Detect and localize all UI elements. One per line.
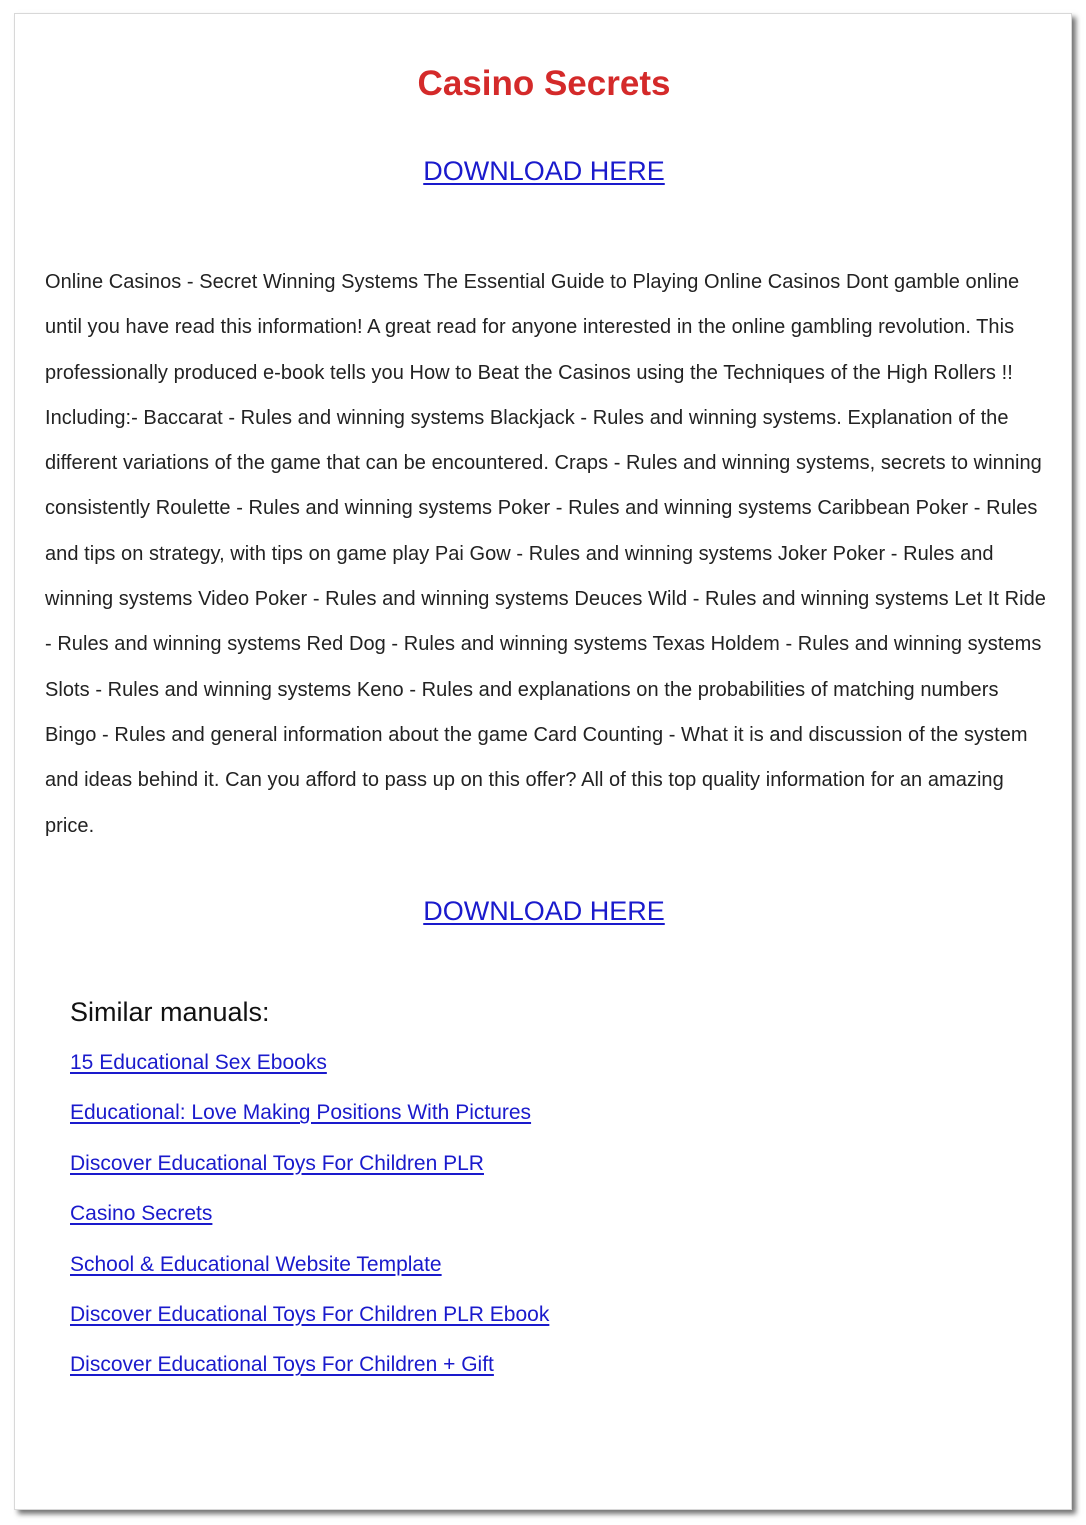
document-page: [14, 13, 1072, 1510]
download-link-bottom-container: [15, 895, 1073, 927]
similar-manual-link[interactable]: Casino Secrets: [70, 1202, 213, 1226]
list-item: [70, 1151, 549, 1201]
page-title: Casino Secrets: [417, 64, 671, 103]
list-item: [70, 1252, 549, 1302]
list-item: [70, 1352, 549, 1402]
download-here-link-bottom[interactable]: DOWNLOAD HERE: [423, 896, 665, 926]
list-item: [70, 1100, 549, 1150]
product-description: Online Casinos - Secret Winning Systems The Essential Guide to Playing Online Casinos Dont gamble online until you have read this information! A great read for anyone interested in the online gambling revolution. This professionally produced e-book tells you How to Beat the Casinos using the Techniques of the High Rollers !! Including:- Baccarat - Rules and winning systems Blackjack - Rules and winning systems. Explanation of the different variations of the game that can be encountered. Craps - Rules and winning systems, secrets to winning consistently Roulette - Rules and winning systems Poker - Rules and winning systems Caribbean Poker - Rules and tips on strategy, with tips on game play Pai Gow - Rules and winning systems Joker Poker - Rules and winning systems Video Poker - Rules and winning systems Deuces Wild - Rules and winning systems Let It Ride - Rules and winning systems Red Dog - Rules and winning systems Texas Holdem - Rules and winning systems Slots - Rules and winning systems Keno - Rules and explanations on the probabilities of matching numbers Bingo - Rules and general information about the game Card Counting - What it is and discussion of the system and ideas behind it. Can you afford to pass up on this offer? All of this top quality information for an amazing price.: [45, 271, 1046, 837]
similar-manual-link[interactable]: Discover Educational Toys For Children PLR Ebook: [70, 1302, 550, 1326]
list-item: [70, 1302, 549, 1352]
similar-manual-link[interactable]: Educational: Love Making Positions With Pictures: [70, 1101, 532, 1125]
similar-manual-link[interactable]: School & Educational Website Template: [70, 1252, 442, 1276]
list-item: [70, 1050, 549, 1100]
download-here-link-top[interactable]: DOWNLOAD HERE: [423, 156, 665, 186]
similar-manual-link[interactable]: Discover Educational Toys For Children PLR: [70, 1151, 484, 1175]
similar-manuals-list: [70, 1050, 549, 1403]
similar-manuals-heading: Similar manuals:: [70, 997, 270, 1027]
similar-manual-link[interactable]: 15 Educational Sex Ebooks: [70, 1051, 327, 1074]
similar-manual-link[interactable]: Discover Educational Toys For Children + Gift: [70, 1353, 494, 1377]
download-link-top-container: [15, 155, 1073, 187]
list-item: [70, 1201, 549, 1251]
